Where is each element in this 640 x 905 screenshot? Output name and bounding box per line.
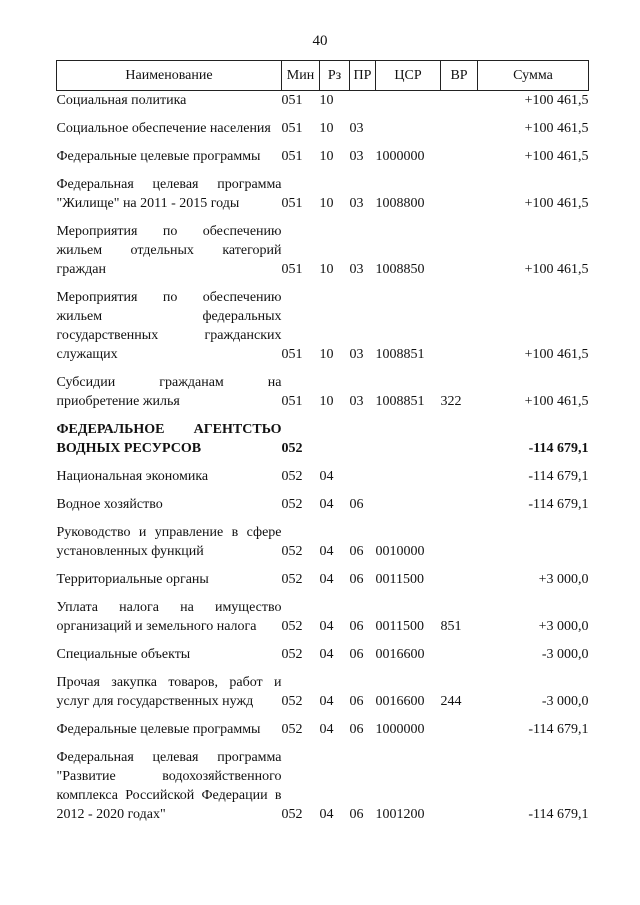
cell-vr [441,645,478,664]
cell-sum: +100 461,5 [524,121,589,136]
cell-pr: 06 [349,647,364,662]
cell-rz: 10 [319,93,334,108]
header-min: Мин [282,61,320,91]
cell-min: 052 [281,544,303,559]
row-spacer-cell [57,636,589,645]
cell-min: 052 [281,807,303,822]
cell-min: 052 [281,722,303,737]
row-spacer [57,486,589,495]
row-spacer [57,664,589,673]
table-row [57,598,589,636]
row-spacer [57,213,589,222]
cell-sum: -114 679,1 [528,722,589,737]
header-rz: Рз [320,61,350,91]
cell-vr [441,570,478,589]
cell-csr: 1001200 [375,807,425,822]
cell-sum: +100 461,5 [524,93,589,108]
cell-min: 051 [281,93,303,108]
cell-sum: -114 679,1 [528,807,589,822]
cell-vr: 322 [440,394,462,409]
row-spacer [57,589,589,598]
row-spacer-cell [57,711,589,720]
row-spacer [57,166,589,175]
cell-vr [441,288,478,364]
cell-sum [478,523,589,561]
cell-vr [441,720,478,739]
row-spacer [57,364,589,373]
cell-min: 052 [281,647,303,662]
cell-min: 052 [281,497,303,512]
cell-vr [441,748,478,824]
cell-pr: 03 [349,347,364,362]
cell-rz: 04 [319,619,334,634]
table-row [57,495,589,514]
cell-pr [350,420,376,458]
cell-min: 051 [281,262,303,277]
table-row [57,288,589,364]
cell-rz: 04 [319,497,334,512]
row-spacer [57,636,589,645]
cell-pr: 06 [349,619,364,634]
page-number: 40 [312,33,328,49]
cell-min: 052 [281,619,303,634]
table-row [57,720,589,739]
table-row [57,175,589,213]
cell-csr: 0011500 [375,572,424,587]
cell-rz: 04 [319,694,334,709]
cell-name: Субсидии гражданам на приобретение жилья [56,375,282,409]
cell-min: 052 [281,572,303,587]
cell-rz: 10 [319,196,334,211]
cell-sum: +100 461,5 [524,149,589,164]
cell-pr: 06 [349,694,364,709]
cell-csr: 1000000 [375,149,425,164]
cell-rz: 10 [319,262,334,277]
cell-vr: 851 [440,619,462,634]
row-spacer [57,711,589,720]
table-row [57,673,589,711]
cell-pr: 06 [349,572,364,587]
cell-vr: 244 [440,694,462,709]
table-row [57,523,589,561]
cell-min: 051 [281,394,303,409]
header-sum: Сумма [478,61,589,91]
cell-name: Специальные объекты [56,647,191,662]
cell-rz: 10 [319,149,334,164]
row-spacer-cell [57,279,589,288]
cell-csr: 0011500 [375,619,424,634]
cell-name: Социальная политика [56,93,187,108]
cell-min: 051 [281,121,303,136]
row-spacer [57,739,589,748]
cell-csr: 1008851 [375,347,425,362]
header-name: Наименование [57,61,282,91]
cell-csr [376,467,441,486]
cell-name: Уплата налога на имущество организаций и земельного налога [56,600,282,634]
cell-sum: +100 461,5 [524,394,589,409]
row-spacer-cell [57,664,589,673]
table-row [57,420,589,458]
cell-rz: 10 [319,121,334,136]
row-spacer-cell [57,589,589,598]
cell-rz [320,420,350,458]
cell-csr: 0016600 [375,647,425,662]
cell-sum: +100 461,5 [524,347,589,362]
cell-sum: -114 679,1 [528,497,589,512]
cell-name: Водное хозяйство [56,497,163,512]
table-row [57,645,589,664]
header-vr: ВР [441,61,478,91]
cell-rz: 04 [319,647,334,662]
table-row [57,119,589,138]
cell-sum: +100 461,5 [524,262,589,277]
cell-min: 052 [281,469,303,484]
cell-sum: -3 000,0 [541,694,589,709]
cell-pr: 03 [349,196,364,211]
cell-rz: 10 [319,394,334,409]
table-row [57,467,589,486]
cell-name: Мероприятия по обеспечению жильем отдельных категорий граждан [56,224,282,277]
row-spacer [57,411,589,420]
row-spacer-cell [57,166,589,175]
cell-name: Федеральные целевые программы [56,149,261,164]
row-spacer-cell [57,138,589,147]
table-row [57,373,589,411]
header-csr: ЦСР [376,61,441,91]
row-spacer [57,110,589,119]
cell-vr [441,119,478,138]
table-body [57,91,589,825]
cell-csr [376,420,441,458]
cell-sum: -114 679,1 [528,441,589,456]
cell-vr [441,495,478,514]
row-spacer-cell [57,458,589,467]
cell-pr: 06 [349,497,364,512]
cell-vr [441,523,478,561]
cell-name: Мероприятия по обеспечению жильем федеральных государственных гражданских служащих [56,290,282,362]
cell-name: Руководство и управление в сфере установленных функций [56,525,282,559]
budget-table [56,60,589,824]
cell-min: 051 [281,196,303,211]
row-spacer-cell [57,411,589,420]
cell-name: Национальная экономика [56,469,209,484]
cell-sum: -3 000,0 [541,647,589,662]
cell-vr [441,175,478,213]
table-row [57,748,589,824]
row-spacer [57,514,589,523]
cell-name: Федеральная целевая программа "Развитие водохозяйственного комплекса Российской Федерации в 2012 - 2020 годах" [56,750,282,822]
row-spacer-cell [57,739,589,748]
table-row [57,147,589,166]
cell-pr: 06 [349,807,364,822]
cell-vr [441,91,478,111]
cell-vr [441,222,478,279]
row-spacer [57,561,589,570]
cell-rz: 04 [319,572,334,587]
row-spacer [57,458,589,467]
cell-name: ФЕДЕРАЛЬНОЕ АГЕНТСТЬО ВОДНЫХ РЕСУРСОВ [56,422,282,456]
table-row [57,222,589,279]
row-spacer-cell [57,213,589,222]
row-spacer [57,138,589,147]
cell-csr: 0016600 [375,694,425,709]
cell-csr: 1000000 [375,722,425,737]
cell-rz: 04 [319,807,334,822]
cell-name: Социальное обеспечение населения [56,121,271,136]
cell-csr: 1008800 [375,196,425,211]
cell-pr [350,467,376,486]
cell-pr: 03 [349,149,364,164]
cell-name: Федеральная целевая программа "Жилище" на 2011 - 2015 годы [56,177,282,211]
row-spacer-cell [57,486,589,495]
row-spacer-cell [57,514,589,523]
cell-sum: -114 679,1 [528,469,589,484]
cell-min: 052 [281,441,303,456]
cell-sum: +3 000,0 [538,572,589,587]
cell-pr: 06 [349,544,364,559]
cell-name: Территориальные органы [56,572,209,587]
row-spacer-cell [57,561,589,570]
cell-rz: 10 [319,347,334,362]
cell-min: 051 [281,347,303,362]
row-spacer-cell [57,110,589,119]
table-header [57,61,589,91]
cell-pr: 06 [349,722,364,737]
cell-pr: 03 [349,262,364,277]
cell-vr [441,147,478,166]
table-row [57,570,589,589]
cell-pr: 03 [349,121,364,136]
cell-name: Прочая закупка товаров, работ и услуг для государственных нужд [56,675,282,709]
cell-csr: 1008851 [375,394,425,409]
cell-rz: 04 [319,469,334,484]
cell-rz: 04 [319,544,334,559]
cell-csr [376,495,441,514]
row-spacer [57,279,589,288]
table-row [57,91,589,111]
cell-csr [376,91,441,111]
cell-csr [376,119,441,138]
cell-sum: +100 461,5 [524,196,589,211]
cell-csr: 0010000 [375,544,425,559]
cell-pr [350,91,376,111]
cell-pr: 03 [349,394,364,409]
cell-min: 051 [281,149,303,164]
header-pr: ПР [350,61,376,91]
cell-sum: +3 000,0 [538,619,589,634]
row-spacer-cell [57,364,589,373]
cell-vr [441,467,478,486]
cell-csr: 1008850 [375,262,425,277]
cell-rz: 04 [319,722,334,737]
cell-name: Федеральные целевые программы [56,722,261,737]
cell-min: 052 [281,694,303,709]
cell-vr [441,420,478,458]
